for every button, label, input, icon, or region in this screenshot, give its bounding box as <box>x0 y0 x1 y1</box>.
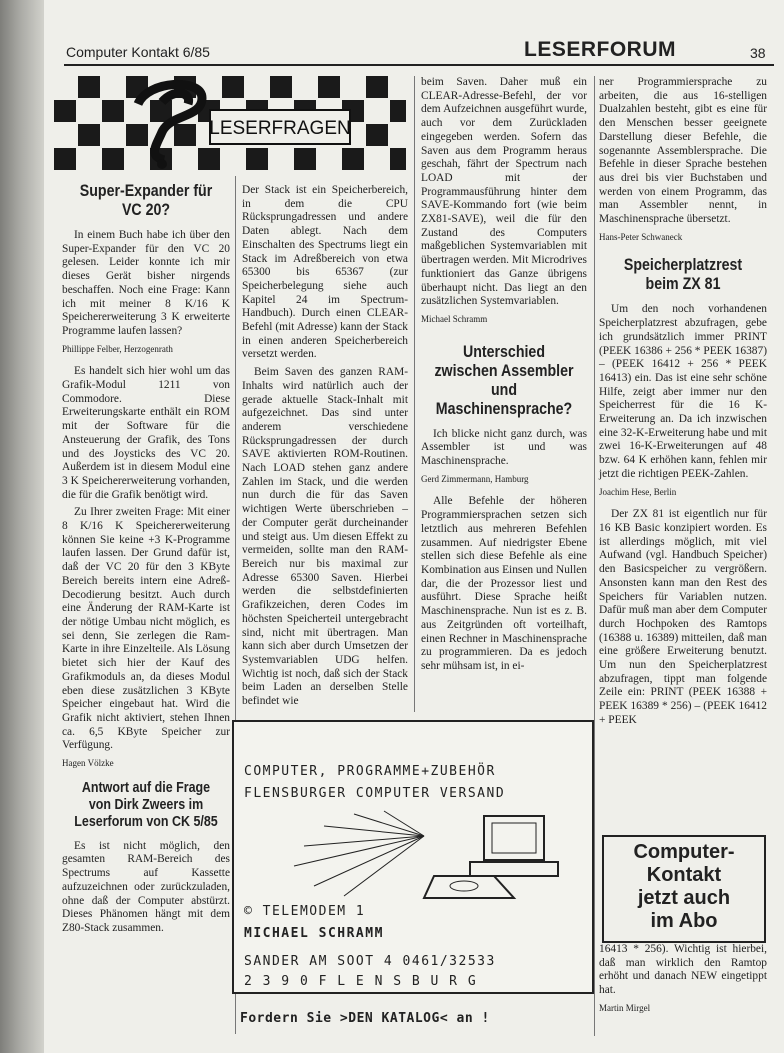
issue-label: Computer Kontakt 6/85 <box>66 44 210 60</box>
header-rule <box>64 64 774 66</box>
logo-square <box>342 148 364 170</box>
column-2 <box>242 184 408 713</box>
box-line: jetzt auch <box>637 887 731 909</box>
logo-square <box>198 148 220 170</box>
heading-speicherplatzrest: Speicherplatzrest beim ZX 81 <box>623 256 743 294</box>
binding-shadow <box>0 0 44 1053</box>
page-number: 38 <box>750 45 766 61</box>
paragraph: Um den noch vorhandenen Speicherplatzrest abzufragen, gebe ich grundsätzlich immer PRINT (PEEK 16386 + 256 * PEEK 16387) – (PEEK 16412 + 256 * PEEK 16413) ein. Das ist eine sehr schöne Hilfe, zeigt aber immer nur den Speicherrest für die 16 K-Erweiterung an. Da ich inzwischen eine 32-K-Erweiterung habe und mit zwei 16-K-Erweiterungen auf 48 bzw. 64 K erhöhen kann, fehlen mir jetzt die richtigen PEEK-Zahlen. <box>599 303 767 480</box>
author: Martin Mirgel <box>599 1002 651 1013</box>
logo-square <box>126 124 148 146</box>
column-4 <box>599 76 767 732</box>
logo-square <box>54 100 76 122</box>
ad-line: MICHAEL SCHRAMM <box>244 926 384 941</box>
ad-line: SANDER AM SOOT 4 0461/32533 <box>244 954 496 969</box>
ad-line: COMPUTER, PROGRAMME+ZUBEHÖR <box>244 764 496 779</box>
paragraph: Beim Saven des ganzen RAM-Inhalts wird natürlich auch der gerade aktuelle Stack-Inhalt mit aufgezeichnet. Das sind unter anderem verschiedene Rücksprungadressen der durch SAVE aktivierten ROM-Routinen. Nach LOAD stehen ganz andere Zahlen im Stack, und die werden nun durch die für das Saven wichtigen Werte überschrieben – der Computer gerät durcheinander und steigt aus. Um diesen Effekt zu vermeiden, sollte man den RAM-Bereich nur bis maximal zur Adresse 65300 Saven. Hierbei werden die selbstdefinierten Grafikzeichen, deren Codes im höchsten Speicherteil untergebracht sind, nicht mit übertragen. Man kann sich aber durch Umsetzen der Systemvariablen UDG helfen. Wichtig ist noch, daß sich der Stack beim Laden an derselben Stelle befindet wie <box>242 366 408 708</box>
logo-square <box>102 148 124 170</box>
ad-line: FLENSBURGER COMPUTER VERSAND <box>244 786 506 801</box>
logo-text: LESERFRAGEN <box>209 118 351 139</box>
paragraph: Der ZX 81 ist eigentlich nur für 16 KB Basic konzipiert worden. Es ist allerdings möglich, mit viel Aufwand (vgl. Handbuch Speicher) den Basicspeicher zu vergrößern. Ansonsten kann man den Rest des Speichers für Variablen nutzen. Dafür muß man aber dem Computer durch Hochpoken des Ramtops (16388 u. 16389) mitteilen, daß man eine größere Erweiterung benutzt. Um nun den Speicherplatzrest abzufragen, tippt man folgende Zeile ein: PRINT (PEEK 16388 + PEEK 16389 * 256) – (PEEK 16412 + PEEK <box>599 508 767 726</box>
logo-square <box>366 76 388 98</box>
logo-square <box>390 148 406 170</box>
logo-square <box>318 76 340 98</box>
logo-square <box>222 76 244 98</box>
column-rule <box>414 76 415 712</box>
logo-square <box>270 76 292 98</box>
paragraph: Es ist nicht möglich, den gesamten RAM-Bereich des Spectrums auf Kassette aufzuzeichnen oder zurückzuladen, ohne daß der Computer abstürzt. Dieses Phänomen hängt mit dem Z80-Stack zusammen. <box>62 839 230 934</box>
column-4-end <box>599 943 767 1025</box>
logo-square <box>294 148 316 170</box>
magazine-page <box>44 0 784 1053</box>
heading-super-expander: Super-Expander für VC 20? <box>79 182 213 219</box>
section-title: LESERFORUM <box>524 38 676 61</box>
paragraph: ner Programmiersprache zu arbeiten, die aus 16-stelligen Dualzahlen besteht, gibt es eine für den Menschen besser geeignete Darstellung dieser Befehle, die sogenannte Assemblersprache. Die Befehle in dieser Sprache bestehen aus drei bis vier Buchstaben und werden von einem Programm, das man Assembler nennt, in Maschinensprache übersetzt. <box>599 76 767 226</box>
paragraph: beim Saven. Daher muß ein CLEAR-Adresse-Befehl, der vor dem Aufzeichnen ausgeführt wurde, auch vor dem Zurückladen eingegeben werden. Sofern das Saven aus dem Programm heraus geschah, fährt der Spectrum nach LOAD mit der Programmausführung hinter dem SAVE-Kommando fort (wie beim ZX81-SAVE), weil die für den Zustand des Computers maßgeblichen Systemvariablen mit übertragen werden. Mit Microdrives funktioniert das Ganze übrigens überhaupt nicht. Das liegt an den zusätzlichen Systemvariablen. <box>421 76 587 308</box>
paragraph: In einem Buch habe ich über den Super-Expander für den VC 20 gelesen. Leider konnte ich mir dieses Gerät bisher nirgends beschaffen. Noch eine Frage: Kann ich mit meiner 8 K/16 K Speichererweiterung 3 K erweiterte Programme laufen lassen? <box>62 229 230 337</box>
column-1 <box>62 176 230 940</box>
paragraph: Zu Ihrer zweiten Frage: Mit einer 8 K/16 K Speichererweiterung können Sie keine +3 K-Programme laufen lassen. Der Grund dafür ist, daß der VC 20 für den 3 KByte Bereich bereits intern eine Adreß-Decodierung besitzt. Auch durch eine Änderung der RAM-Karte ist der nötige Umbau nicht möglich, es sei denn, Sie zerlegen die Ram-Karte in ihre Einzelteile. Als Lösung bietet sich hier der Kauf des Grafikmoduls an, da dieses Modul eben diese zusätzlichen 3 KByte Speicher eingebaut hat. Wird die Grafik nicht aktiviert, stehen Ihnen ca. 6,5 KByte Speicher zur Verfügung. <box>62 506 230 752</box>
logo-square <box>174 124 196 146</box>
logo-square <box>366 124 388 146</box>
box-line: im Abo <box>650 910 718 932</box>
logo-square <box>102 100 124 122</box>
logo-square <box>246 148 268 170</box>
ad-footer: Fordern Sie >DEN KATALOG< an ! <box>240 1011 490 1026</box>
author: Hans-Peter Schwaneck <box>599 231 683 242</box>
author: Gerd Zimmermann, Hamburg <box>421 473 529 484</box>
column-3 <box>421 76 587 678</box>
paragraph: Der Stack ist ein Speicherbereich, in dem die CPU Rücksprungadressen und andere Daten ablegt. Nach dem Einschalten des Spectrums liegt ein Stack im Adreßbereich von etwa 65300 bis 65367 (zur Speicherbelegung siehe auch Kapitel 24 im Spectrum-Handbuch). Durch einen CLEAR-Befehl (mit Adresse) kann der Stack in einen anderen Speicherbereich versetzt werden. <box>242 184 408 361</box>
logo-square <box>54 148 76 170</box>
column-rule <box>594 76 595 1036</box>
box-line: Computer- <box>633 841 735 863</box>
author: Michael Schramm <box>421 313 488 324</box>
ad-line: © TELEMODEM 1 <box>244 904 366 919</box>
advertisement <box>232 720 594 994</box>
author: Hagen Völzke <box>62 758 114 769</box>
logo-square <box>78 124 100 146</box>
paragraph: Alle Befehle der höheren Programmiersprachen setzen sich letztlich aus mehreren Befehlen zusammen. Auf niedrigster Ebene stellen sich diese Befehle als eine Kombination aus Einsen und Nullen dar, die der Prozessor liest und ausführt. Diese Sprache heißt Maschinensprache. Nun ist es z. B. aus Zeitgründen oft vorteilhaft, einen Rechner in Maschinensprache zu programmieren. Da es jedoch sehr mühsam ist, in ei- <box>421 495 587 672</box>
heading-assembler: Unterschied zwischen Assembler und Maschinensprache? <box>434 342 574 418</box>
paragraph: Ich blicke nicht ganz durch, was Assembler ist und was Maschinensprache. <box>421 427 587 468</box>
box-line: Kontakt <box>646 864 722 886</box>
subscription-box <box>602 835 766 943</box>
paragraph: 16413 * 256). Wichtig ist hierbei, daß man wirklich den Ramtop erhöht und danach NEW eingetippt hat. <box>599 943 767 997</box>
leserfragen-logo <box>52 74 406 170</box>
logo-square <box>78 76 100 98</box>
ad-line: 2 3 9 0 F L E N S B U R G <box>244 974 478 989</box>
paragraph: Es handelt sich hier wohl um das Grafik-Modul 1211 von Commodore. Diese Erweiterungskarte enthält ein ROM mit der Software für die Ansteuerung der Grafik, des Tons und des Joysticks des VC 20. Außerdem ist in diesem Modul eine 3 K Speichererweiterung vorhanden, die für die Grafik benötigt wird. <box>62 365 230 501</box>
computer-illustration <box>274 806 574 904</box>
logo-square <box>390 100 406 122</box>
heading-antwort: Antwort auf die Frage von Dirk Zweers im Leserforum von CK 5/85 <box>74 779 218 830</box>
author: Phillippe Felber, Herzogenrath <box>62 343 173 354</box>
author: Joachim Hese, Berlin <box>599 486 677 497</box>
